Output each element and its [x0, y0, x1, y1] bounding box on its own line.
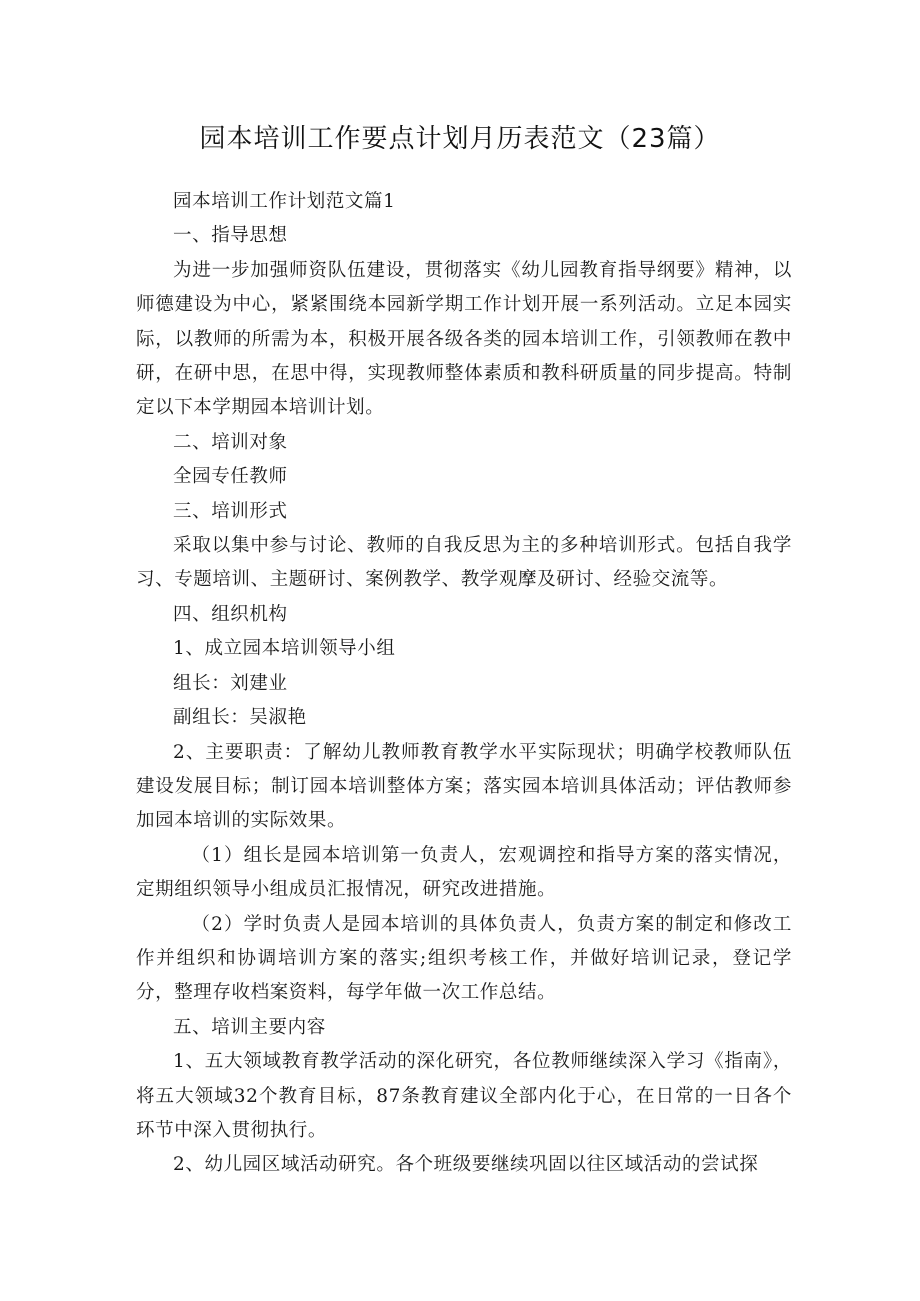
document-body — [136, 185, 792, 1183]
section-heading-training-target: 二、培训对象 — [173, 431, 288, 453]
paragraph-group-leader: 组长：刘建业 — [173, 672, 288, 694]
paragraph-content-2: 2、幼儿园区域活动研究。各个班级要继续巩固以往区域活动的尝试探 — [173, 1154, 759, 1176]
section-heading-organization: 四、组织机构 — [173, 603, 288, 625]
section-heading-training-content: 五、培训主要内容 — [173, 1016, 326, 1038]
paragraph-main-duties: 2、主要职责：了解幼儿教师教育教学水平实际现状；明确学校教师队伍建设发展目标；制订园本培训整体方案；落实园本培训具体活动；评估教师参加园本培训的实际效果。 — [136, 741, 792, 832]
paragraph-deputy-leader: 副组长：吴淑艳 — [173, 707, 307, 729]
section-heading-training-form: 三、培训形式 — [173, 500, 288, 522]
paragraph-training-form: 采取以集中参与讨论、教师的自我反思为主的多种培训形式。包括自我学习、专题培训、主题研讨、案例教学、教学观摩及研讨、经验交流等。 — [136, 535, 792, 591]
paragraph-content-1: 1、五大领域教育教学活动的深化研究，各位教师继续深入学习《指南》，将五大领域32个教育目标，87条教育建议全部内化于心，在日常的一日各个环节中深入贯彻执行。 — [136, 1051, 792, 1141]
paragraph-duty-2: （2）学时负责人是园本培训的具体负责人，负责方案的制定和修改工作并组织和协调培训方案的落实;组织考核工作，并做好培训记录，登记学分，整理存收档案资料，每学年做一次工作总结。 — [136, 913, 792, 1004]
section-heading-guiding-ideology: 一、指导思想 — [173, 225, 288, 247]
paragraph-duty-1: （1）组长是园本培训第一负责人，宏观调控和指导方案的落实情况，定期组织领导小组成员汇报情况，研究改进措施。 — [136, 844, 792, 901]
paragraph-training-target: 全园专任教师 — [173, 466, 288, 488]
paragraph-guiding-ideology: 为进一步加强师资队伍建设，贯彻落实《幼儿园教育指导纲要》精神，以师德建设为中心，紧紧围绕本园新学期工作计划开展一系列活动。立足本园实际，以教师的所需为本，积极开展各级各类的园本培训工作，引领教师在教中研，在研中思，在思中得，实现教师整体素质和教科研质量的同步提高。特制定以下本学期园本培训计划。 — [136, 259, 792, 419]
section-heading-article-1: 园本培训工作计划范文篇1 — [173, 191, 396, 212]
document-title: 园本培训工作要点计划月历表范文（23篇） — [199, 124, 721, 154]
paragraph-leading-group: 1、成立园本培训领导小组 — [173, 638, 396, 660]
